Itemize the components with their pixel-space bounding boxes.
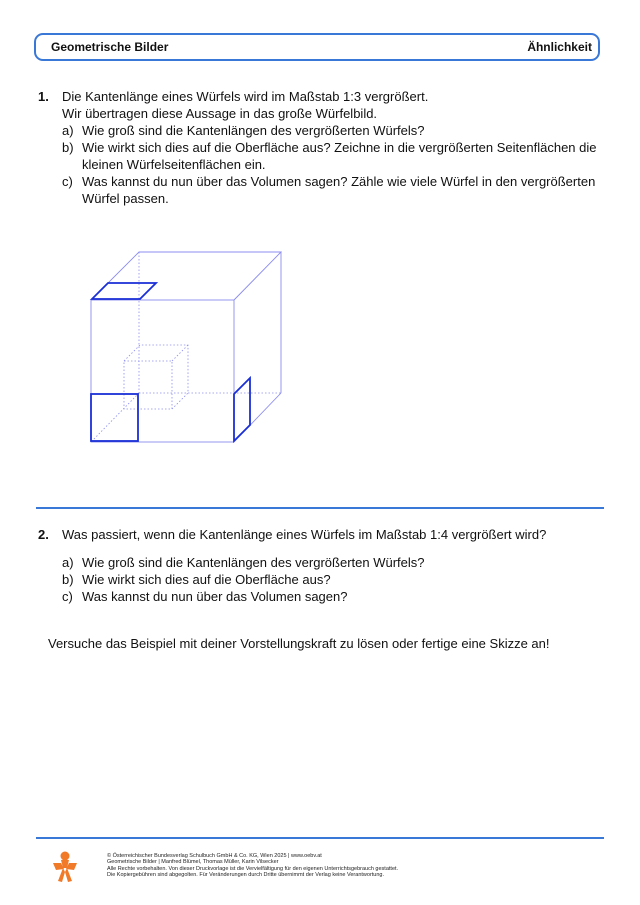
big-cube-front-face (91, 300, 234, 442)
worksheet-header (34, 33, 600, 61)
task-1-intro-line1: Die Kantenlänge eines Würfels wird im Maßstab 1:3 vergrößert. (62, 89, 429, 104)
task-2-intro: Was passiert, wenn die Kantenlänge eines Würfels im Maßstab 1:4 vergrößert wird? (62, 527, 547, 542)
header-left-title: Geometrische Bilder (51, 40, 169, 54)
item-text: Was kannst du nun über das Volumen sagen? (82, 589, 348, 604)
highlight-top-face (91, 252, 281, 300)
item-label: c) (62, 589, 73, 604)
task-1-number: 1. (38, 89, 49, 104)
item-text: Wie groß sind die Kantenlängen des vergrößerten Würfels? (82, 123, 425, 138)
task-1-item-c (62, 173, 602, 207)
task-2-item-a (62, 554, 602, 571)
header-right-title: Ähnlichkeit (527, 40, 592, 54)
item-text: Wie wirkt sich dies auf die Oberfläche aus? Zeichne in die vergrößerten Seitenflächen die kleinen Würfelseitenflächen ein. (82, 140, 597, 172)
hidden-edge-diagonal (91, 393, 139, 442)
footer-divider (36, 837, 604, 839)
item-label: b) (62, 140, 74, 155)
footer-line-3: Alle Rechte vorbehalten. Von dieser Druckvorlage ist die Vervielfältigung für den eigenen Unterrichtsgebrauch gestattet. (107, 865, 399, 872)
item-label: c) (62, 174, 73, 189)
item-label: a) (62, 123, 74, 138)
item-text: Wie groß sind die Kantenlängen des vergrößerten Würfels? (82, 555, 425, 570)
section-divider (36, 507, 604, 509)
footer-line-1: © Österreichischer Bundesverlag Schulbuch GmbH & Co. KG, Wien 2025 | www.oebv.at (107, 853, 322, 859)
copyright-footer (107, 853, 567, 879)
footer-line-4: Die Kopiergebühren sind abgegolten. Für Veränderungen durch Dritte übernimmt der Verlag keine Verantwortung. (107, 872, 385, 879)
item-label: b) (62, 572, 74, 587)
item-label: a) (62, 555, 74, 570)
task-2-number: 2. (38, 527, 49, 542)
item-text: Was kannst du nun über das Volumen sagen? Zähle wie viele Würfel in den vergrößerten Würfel passen. (82, 174, 596, 206)
big-cube-back-top (91, 252, 281, 300)
instruction-note: Versuche das Beispiel mit deiner Vorstellungskraft zu lösen oder fertige eine Skizze an! (48, 636, 550, 651)
small-cube-back (124, 345, 188, 409)
task-2-item-b (62, 571, 602, 588)
footer-line-2: Geometrische Bilder | Manfred Blümel, Thomas Müller, Karin Vilsecker (107, 859, 279, 866)
small-cube-edge (172, 345, 188, 361)
item-text: Wie wirkt sich dies auf die Oberfläche aus? (82, 572, 331, 587)
highlight-top-square (92, 283, 156, 299)
task-2-item-c (62, 588, 602, 605)
highlight-side-square (234, 378, 250, 441)
task-1-intro-line2: Wir übertragen diese Aussage in das große Würfelbild. (62, 106, 378, 121)
cube-figure (80, 242, 290, 452)
small-cube-front (124, 361, 172, 409)
task-1-item-a (62, 122, 602, 139)
publisher-logo-icon (50, 850, 80, 884)
task-1-item-b (62, 139, 602, 173)
